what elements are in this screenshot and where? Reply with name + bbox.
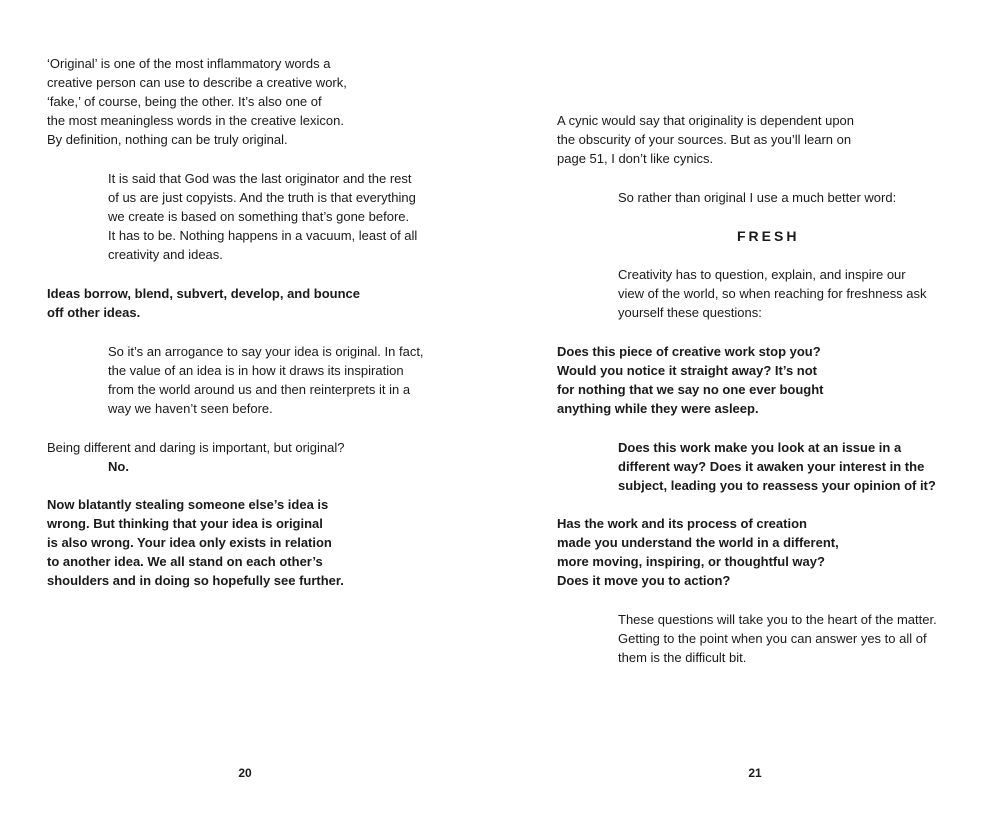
text-line: made you understand the world in a different, <box>557 535 839 551</box>
text-line: them is the difficult bit. <box>618 650 747 666</box>
text-line: It has to be. Nothing happens in a vacuum, least of all <box>108 228 418 244</box>
text-line: page 51, I don’t like cynics. <box>557 151 714 167</box>
heading-fresh: FRESH <box>737 228 800 244</box>
text-line: ‘Original’ is one of the most inflammatory words a <box>47 56 331 71</box>
page-number-left: 20 <box>238 766 252 780</box>
text-line: creative person can use to describe a creative work, <box>47 75 347 91</box>
text-line: Does it move you to action? <box>557 573 731 589</box>
text-line: A cynic would say that originality is dependent upon <box>557 113 855 128</box>
left-paragraph-arrogance <box>108 342 424 418</box>
text-line: Has the work and its process of creation <box>557 516 807 531</box>
text-line: is also wrong. Your idea only exists in relation <box>47 535 332 551</box>
text-line: the value of an idea is in how it draws its inspiration <box>108 363 404 379</box>
text-line: anything while they were asleep. <box>557 401 759 417</box>
page-number-right: 21 <box>748 766 762 780</box>
text-line: So rather than original I use a much better word: <box>618 190 897 205</box>
text-line: Now blatantly stealing someone else’s idea is <box>47 497 329 512</box>
left-paragraph-different <box>47 438 345 457</box>
left-answer-no <box>108 457 129 476</box>
text-line: way we haven’t seen before. <box>108 401 273 417</box>
text-line: more moving, inspiring, or thoughtful way? <box>557 554 825 570</box>
text-line: for nothing that we say no one ever bought <box>557 382 824 398</box>
text-line: subject, leading you to reassess your opinion of it? <box>618 478 936 494</box>
text-line: Getting to the point when you can answer yes to all of <box>618 631 927 647</box>
text-line: off other ideas. <box>47 305 141 321</box>
text-line: Does this work make you look at an issue in a <box>618 440 902 455</box>
text-line: creativity and ideas. <box>108 247 223 263</box>
text-line: yourself these questions: <box>618 305 762 321</box>
right-paragraph-cynic <box>557 111 854 168</box>
text-line: Does this piece of creative work stop you? <box>557 344 821 359</box>
text-line: Ideas borrow, blend, subvert, develop, and bounce <box>47 286 361 301</box>
text-line: These questions will take you to the heart of the matter. <box>618 612 937 627</box>
left-paragraph-stealing <box>47 495 344 590</box>
text-line: Would you notice it straight away? It’s not <box>557 363 818 379</box>
text-line: to another idea. We all stand on each other’s <box>47 554 323 570</box>
text-line: we create is based on something that’s gone before. <box>108 209 410 225</box>
text-line: shoulders and in doing so hopefully see further. <box>47 573 344 589</box>
text-line: the most meaningless words in the creative lexicon. <box>47 113 344 129</box>
text-line: different way? Does it awaken your interest in the <box>618 459 925 475</box>
right-question-different-way <box>618 438 936 495</box>
right-question-understand <box>557 514 839 590</box>
left-paragraph-god <box>108 169 417 264</box>
right-paragraph-creativity <box>618 265 927 322</box>
text-line: By definition, nothing can be truly original. <box>47 132 288 148</box>
text-line: No. <box>108 459 129 474</box>
text-line: of us are just copyists. And the truth is that everything <box>108 190 416 206</box>
right-paragraph-better-word <box>618 188 896 207</box>
text-line: from the world around us and then reinterprets it in a <box>108 382 411 398</box>
text-line: So it’s an arrogance to say your idea is original. In fact, <box>108 344 424 359</box>
right-page <box>500 0 1000 825</box>
text-line: view of the world, so when reaching for freshness ask <box>618 286 927 302</box>
left-paragraph-original <box>47 54 347 149</box>
text-line: Being different and daring is important, but original? <box>47 440 345 455</box>
text-line: ‘fake,’ of course, being the other. It’s also one of <box>47 94 322 110</box>
text-line: It is said that God was the last originator and the rest <box>108 171 412 186</box>
text-line: the obscurity of your sources. But as you’ll learn on <box>557 132 852 148</box>
left-paragraph-ideas-borrow <box>47 284 360 322</box>
right-paragraph-questions-heart <box>618 610 937 667</box>
text-line: Creativity has to question, explain, and inspire our <box>618 267 906 282</box>
text-line: wrong. But thinking that your idea is original <box>47 516 323 532</box>
right-question-stop <box>557 342 824 418</box>
